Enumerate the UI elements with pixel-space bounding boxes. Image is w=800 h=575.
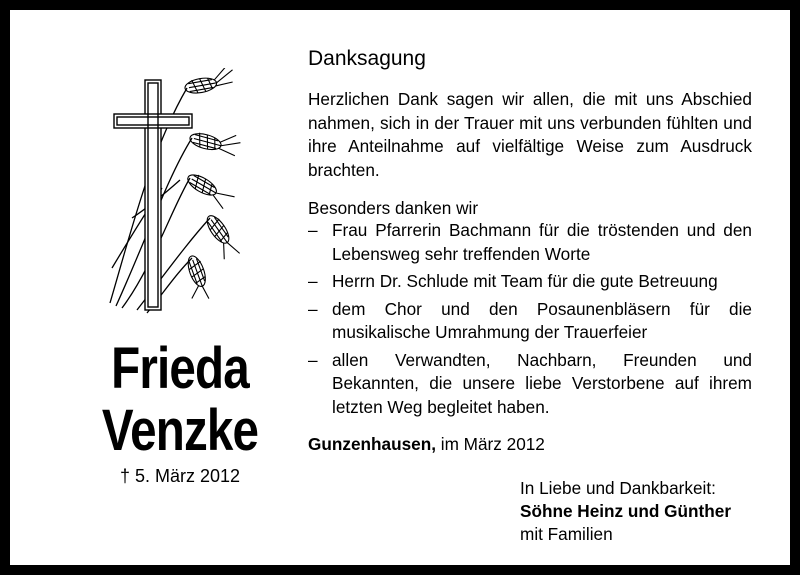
closing-intro: In Liebe und Dankbarkeit:	[520, 478, 716, 498]
thanks-item-text: Frau Pfarrerin Bachmann für die tröstenden und den Lebensweg sehr treffenden Worte	[332, 220, 752, 264]
death-date: † 5. März 2012	[119, 466, 241, 486]
date: im März 2012	[440, 434, 545, 454]
closing-names: Söhne Heinz und Günther	[520, 501, 732, 521]
notice-heading: Danksagung	[308, 47, 426, 70]
thanks-item-text: dem Chor und den Posaunenbläsern für die musikalische Umrahmung der Trauerfeier	[332, 298, 752, 342]
obituary-card	[10, 10, 790, 565]
dash-marker: –	[308, 271, 318, 291]
thanks-item	[308, 219, 752, 266]
cross-with-wheat-icon	[92, 68, 262, 318]
place-date-line	[308, 434, 545, 455]
thanks-item	[308, 298, 752, 345]
thanks-lead: Besonders danken wir	[308, 198, 479, 218]
thanks-item	[308, 349, 752, 420]
dash-marker: –	[308, 298, 318, 319]
dash-marker: –	[308, 349, 318, 370]
deceased-last-name: Venzke	[101, 398, 259, 463]
thanks-item-text: Herrn Dr. Schlude mit Team für die gute Betreuung	[332, 271, 718, 291]
dash-marker: –	[308, 220, 318, 240]
thanks-item-text: allen Verwandten, Nachbarn, Freunden und Bekannten, die unsere liebe Verstorbene auf ihrem letzten Weg begleitet haben.	[332, 349, 752, 417]
thanks-list	[308, 219, 752, 423]
deceased-first-name: Frieda	[111, 336, 249, 401]
intro-paragraph: Herzlichen Dank sagen wir allen, die mit uns Abschied nahmen, sich in der Trauer mit uns verbunden fühlten und ihre Anteilnahme auf vielfältige Weise zum Ausdruck brachten.	[308, 89, 752, 180]
closing-family: mit Familien	[520, 524, 613, 544]
thanks-item	[308, 270, 752, 294]
place: Gunzenhausen,	[308, 434, 436, 454]
